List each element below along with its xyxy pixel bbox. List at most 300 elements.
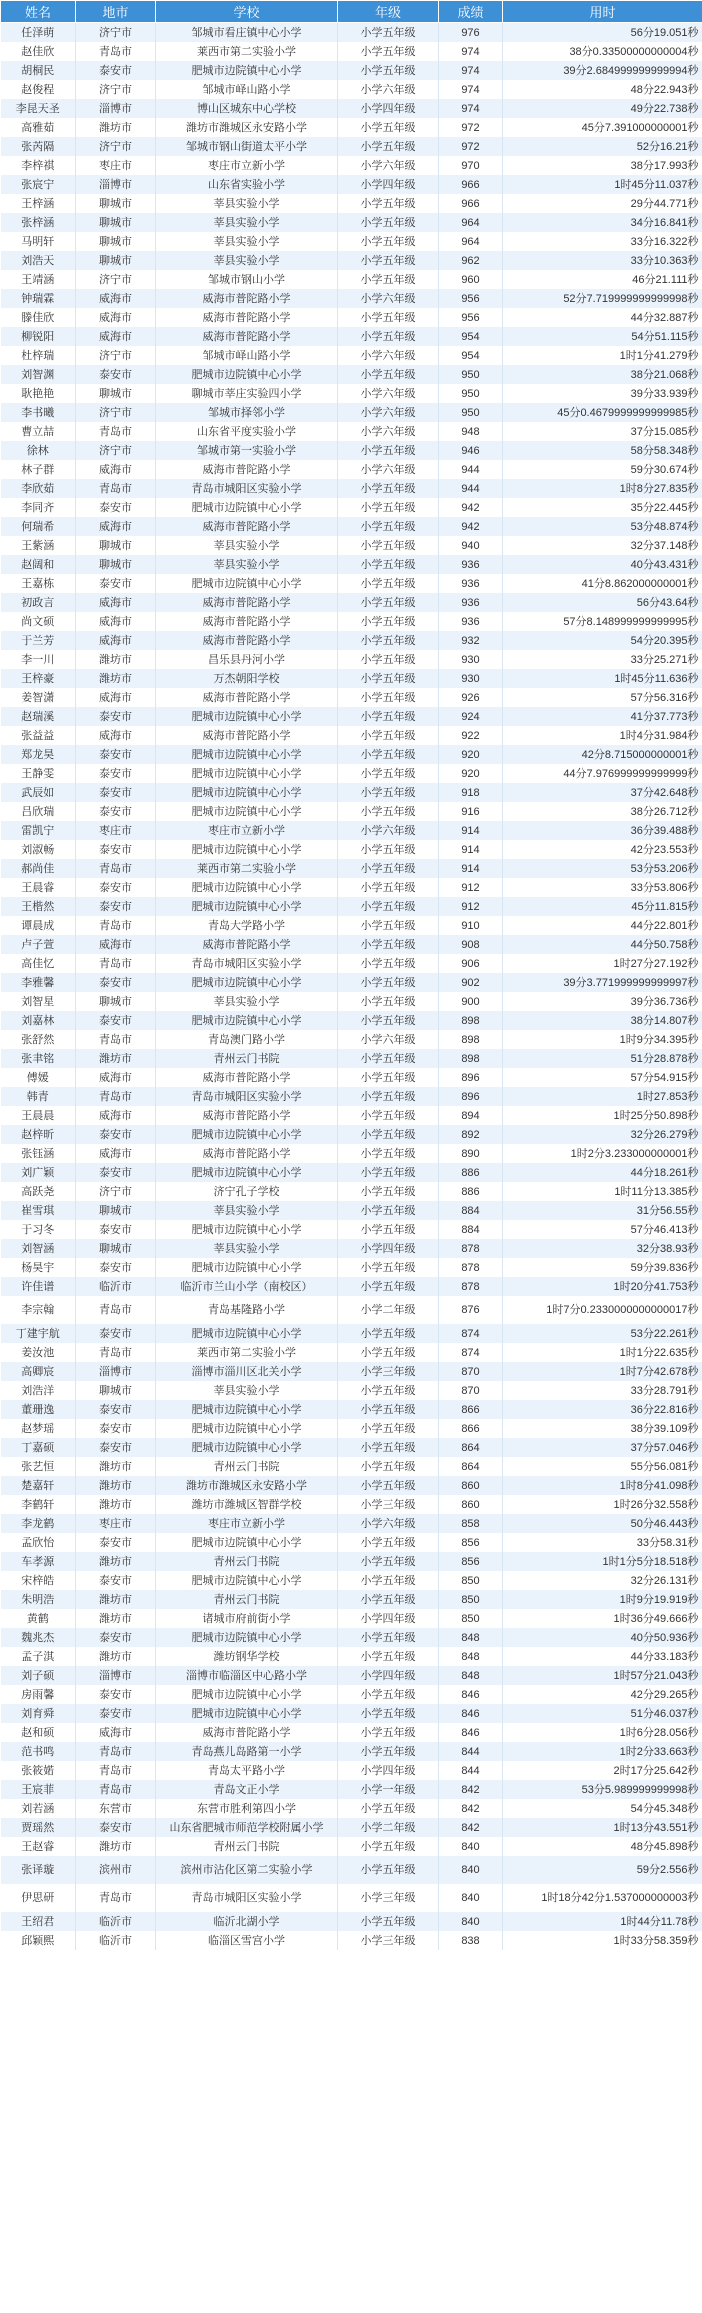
cell-name: 赵俊程	[1, 80, 76, 99]
cell-city: 泰安市	[76, 1419, 156, 1438]
cell-score: 962	[439, 251, 503, 270]
cell-school: 淄博市临淄区中心路小学	[156, 1666, 338, 1685]
cell-city: 泰安市	[76, 973, 156, 992]
cell-score: 976	[439, 23, 503, 43]
cell-grade: 小学四年级	[338, 1239, 439, 1258]
table-row	[1, 1533, 702, 1552]
cell-city: 潍坊市	[76, 1837, 156, 1856]
table-row	[1, 631, 702, 650]
cell-city: 泰安市	[76, 783, 156, 802]
cell-score: 920	[439, 764, 503, 783]
cell-grade: 小学五年级	[338, 973, 439, 992]
cell-city: 泰安市	[76, 574, 156, 593]
cell-city: 泰安市	[76, 1324, 156, 1343]
cell-score: 844	[439, 1761, 503, 1780]
table-row	[1, 707, 702, 726]
cell-name: 郝尚佳	[1, 859, 76, 878]
cell-score: 926	[439, 688, 503, 707]
cell-grade: 小学五年级	[338, 1324, 439, 1343]
cell-score: 944	[439, 479, 503, 498]
cell-name: 何瑞希	[1, 517, 76, 536]
cell-name: 黄鹤	[1, 1609, 76, 1628]
cell-grade: 小学五年级	[338, 23, 439, 43]
cell-school: 莘县实验小学	[156, 1201, 338, 1220]
cell-city: 泰安市	[76, 1125, 156, 1144]
cell-grade: 小学五年级	[338, 1799, 439, 1818]
cell-school: 青岛基隆路小学	[156, 1296, 338, 1324]
table-row	[1, 1780, 702, 1799]
cell-school: 肥城市边院镇中心小学	[156, 783, 338, 802]
cell-score: 860	[439, 1495, 503, 1514]
table-row	[1, 878, 702, 897]
table-row	[1, 1884, 702, 1912]
header-school: 学校	[156, 1, 338, 23]
cell-name: 王嘉栋	[1, 574, 76, 593]
cell-grade: 小学五年级	[338, 1125, 439, 1144]
cell-grade: 小学二年级	[338, 1296, 439, 1324]
cell-score: 974	[439, 61, 503, 80]
table-row	[1, 194, 702, 213]
cell-school: 青岛澳门路小学	[156, 1030, 338, 1049]
cell-score: 936	[439, 555, 503, 574]
cell-score: 916	[439, 802, 503, 821]
table-row	[1, 1087, 702, 1106]
cell-name: 刘智星	[1, 992, 76, 1011]
cell-school: 肥城市边院镇中心小学	[156, 498, 338, 517]
cell-name: 王靖涵	[1, 270, 76, 289]
cell-grade: 小学五年级	[338, 517, 439, 536]
cell-name: 尚文硕	[1, 612, 76, 631]
table-row	[1, 935, 702, 954]
header-row	[1, 1, 702, 23]
cell-name: 任泽萌	[1, 23, 76, 43]
cell-city: 威海市	[76, 289, 156, 308]
cell-time: 59分39.836秒	[503, 1258, 702, 1277]
cell-grade: 小学五年级	[338, 840, 439, 859]
cell-city: 青岛市	[76, 954, 156, 973]
cell-school: 肥城市边院镇中心小学	[156, 1419, 338, 1438]
cell-grade: 小学五年级	[338, 897, 439, 916]
cell-name: 丁嘉硕	[1, 1438, 76, 1457]
cell-score: 850	[439, 1609, 503, 1628]
table-row	[1, 1182, 702, 1201]
cell-school: 威海市普陀路小学	[156, 631, 338, 650]
cell-school: 邹城市峄山路小学	[156, 80, 338, 99]
cell-name: 李书曦	[1, 403, 76, 422]
cell-school: 邹城市峄山路小学	[156, 346, 338, 365]
cell-grade: 小学四年级	[338, 1666, 439, 1685]
cell-school: 邹城市择邻小学	[156, 403, 338, 422]
cell-city: 潍坊市	[76, 118, 156, 137]
cell-school: 肥城市边院镇中心小学	[156, 840, 338, 859]
cell-name: 李鹤轩	[1, 1495, 76, 1514]
cell-name: 杜梓瑞	[1, 346, 76, 365]
cell-time: 35分22.445秒	[503, 498, 702, 517]
cell-school: 莱西市第二实验小学	[156, 42, 338, 61]
cell-grade: 小学五年级	[338, 1628, 439, 1647]
cell-school: 肥城市边院镇中心小学	[156, 1571, 338, 1590]
cell-school: 莘县实验小学	[156, 992, 338, 1011]
cell-score: 964	[439, 232, 503, 251]
cell-name: 卢子萱	[1, 935, 76, 954]
cell-time: 1时9分19.919秒	[503, 1590, 702, 1609]
cell-school: 莘县实验小学	[156, 232, 338, 251]
cell-score: 914	[439, 859, 503, 878]
cell-grade: 小学五年级	[338, 1723, 439, 1742]
cell-name: 张筱婼	[1, 1761, 76, 1780]
cell-city: 青岛市	[76, 1780, 156, 1799]
cell-name: 张宸宁	[1, 175, 76, 194]
table-row	[1, 536, 702, 555]
cell-grade: 小学六年级	[338, 384, 439, 403]
cell-school: 肥城市边院镇中心小学	[156, 1220, 338, 1239]
table-row	[1, 460, 702, 479]
table-header	[1, 1, 702, 23]
cell-city: 泰安市	[76, 764, 156, 783]
cell-school: 潍坊市潍城区永安路小学	[156, 118, 338, 137]
cell-name: 李同齐	[1, 498, 76, 517]
cell-school: 威海市普陀路小学	[156, 593, 338, 612]
cell-score: 898	[439, 1030, 503, 1049]
cell-time: 50分46.443秒	[503, 1514, 702, 1533]
cell-grade: 小学四年级	[338, 99, 439, 118]
cell-grade: 小学五年级	[338, 783, 439, 802]
cell-city: 聊城市	[76, 251, 156, 270]
cell-score: 856	[439, 1533, 503, 1552]
cell-city: 青岛市	[76, 479, 156, 498]
table-row	[1, 726, 702, 745]
table-row	[1, 1723, 702, 1742]
cell-grade: 小学六年级	[338, 289, 439, 308]
cell-city: 淄博市	[76, 175, 156, 194]
table-row	[1, 897, 702, 916]
cell-time: 33分58.31秒	[503, 1533, 702, 1552]
cell-city: 泰安市	[76, 897, 156, 916]
cell-grade: 小学五年级	[338, 308, 439, 327]
cell-grade: 小学六年级	[338, 422, 439, 441]
table-row	[1, 61, 702, 80]
table-row	[1, 992, 702, 1011]
table-row	[1, 479, 702, 498]
cell-score: 840	[439, 1912, 503, 1931]
cell-city: 济宁市	[76, 441, 156, 460]
cell-time: 1时45分11.636秒	[503, 669, 702, 688]
cell-city: 潍坊市	[76, 1552, 156, 1571]
cell-grade: 小学五年级	[338, 1912, 439, 1931]
cell-school: 肥城市边院镇中心小学	[156, 802, 338, 821]
cell-score: 946	[439, 441, 503, 460]
cell-city: 聊城市	[76, 213, 156, 232]
cell-name: 张芮隔	[1, 137, 76, 156]
cell-school: 青岛市城阳区实验小学	[156, 954, 338, 973]
table-row	[1, 1647, 702, 1666]
table-row	[1, 1068, 702, 1087]
table-row	[1, 346, 702, 365]
cell-grade: 小学五年级	[338, 137, 439, 156]
cell-grade: 小学六年级	[338, 403, 439, 422]
cell-grade: 小学五年级	[338, 479, 439, 498]
cell-school: 威海市普陀路小学	[156, 1106, 338, 1125]
cell-time: 1时11分13.385秒	[503, 1182, 702, 1201]
cell-score: 878	[439, 1239, 503, 1258]
table-row	[1, 422, 702, 441]
cell-time: 44分50.758秒	[503, 935, 702, 954]
cell-grade: 小学五年级	[338, 878, 439, 897]
cell-score: 956	[439, 308, 503, 327]
cell-grade: 小学五年级	[338, 593, 439, 612]
table-row	[1, 1457, 702, 1476]
cell-city: 泰安市	[76, 1438, 156, 1457]
cell-score: 886	[439, 1182, 503, 1201]
cell-school: 肥城市边院镇中心小学	[156, 1438, 338, 1457]
cell-score: 914	[439, 840, 503, 859]
cell-school: 青岛燕儿岛路第一小学	[156, 1742, 338, 1761]
cell-city: 聊城市	[76, 384, 156, 403]
table-row	[1, 1144, 702, 1163]
cell-score: 950	[439, 365, 503, 384]
cell-time: 45分11.815秒	[503, 897, 702, 916]
cell-grade: 小学六年级	[338, 346, 439, 365]
cell-name: 王静雯	[1, 764, 76, 783]
table-row	[1, 669, 702, 688]
cell-time: 32分26.279秒	[503, 1125, 702, 1144]
table-row	[1, 1552, 702, 1571]
cell-city: 青岛市	[76, 1884, 156, 1912]
cell-time: 36分22.816秒	[503, 1400, 702, 1419]
cell-grade: 小学五年级	[338, 251, 439, 270]
cell-score: 910	[439, 916, 503, 935]
cell-school: 博山区城东中心学校	[156, 99, 338, 118]
cell-time: 56分19.051秒	[503, 23, 702, 43]
cell-grade: 小学五年级	[338, 213, 439, 232]
cell-time: 31分56.55秒	[503, 1201, 702, 1220]
cell-name: 高佳忆	[1, 954, 76, 973]
cell-score: 840	[439, 1884, 503, 1912]
cell-school: 肥城市边院镇中心小学	[156, 365, 338, 384]
cell-city: 泰安市	[76, 1163, 156, 1182]
header-score: 成绩	[439, 1, 503, 23]
cell-grade: 小学五年级	[338, 1011, 439, 1030]
table-row	[1, 1742, 702, 1761]
cell-score: 850	[439, 1571, 503, 1590]
cell-score: 894	[439, 1106, 503, 1125]
cell-score: 848	[439, 1666, 503, 1685]
cell-school: 青岛大学路小学	[156, 916, 338, 935]
table-row	[1, 1049, 702, 1068]
cell-name: 王赵睿	[1, 1837, 76, 1856]
table-row	[1, 1704, 702, 1723]
cell-city: 聊城市	[76, 1239, 156, 1258]
cell-time: 57分54.915秒	[503, 1068, 702, 1087]
table-row	[1, 270, 702, 289]
cell-name: 许佳谱	[1, 1277, 76, 1296]
cell-grade: 小学六年级	[338, 80, 439, 99]
cell-city: 枣庄市	[76, 1514, 156, 1533]
cell-score: 922	[439, 726, 503, 745]
cell-time: 54分20.395秒	[503, 631, 702, 650]
table-row	[1, 1277, 702, 1296]
cell-school: 临沂市兰山小学（南校区）	[156, 1277, 338, 1296]
table-row	[1, 441, 702, 460]
table-row	[1, 1609, 702, 1628]
cell-score: 874	[439, 1324, 503, 1343]
cell-time: 44分33.183秒	[503, 1647, 702, 1666]
cell-city: 泰安市	[76, 1628, 156, 1647]
cell-school: 威海市普陀路小学	[156, 935, 338, 954]
cell-time: 41分37.773秒	[503, 707, 702, 726]
cell-grade: 小学五年级	[338, 650, 439, 669]
cell-name: 姜智潇	[1, 688, 76, 707]
table-row	[1, 42, 702, 61]
cell-name: 王宸菲	[1, 1780, 76, 1799]
cell-school: 青州云门书院	[156, 1457, 338, 1476]
cell-school: 肥城市边院镇中心小学	[156, 1324, 338, 1343]
cell-score: 858	[439, 1514, 503, 1533]
cell-city: 潍坊市	[76, 1457, 156, 1476]
cell-grade: 小学五年级	[338, 1571, 439, 1590]
cell-name: 赵梓昕	[1, 1125, 76, 1144]
cell-time: 37分42.648秒	[503, 783, 702, 802]
cell-time: 1时6分28.056秒	[503, 1723, 702, 1742]
cell-score: 898	[439, 1011, 503, 1030]
cell-city: 青岛市	[76, 1087, 156, 1106]
cell-school: 威海市普陀路小学	[156, 460, 338, 479]
table-row	[1, 859, 702, 878]
cell-grade: 小学五年级	[338, 707, 439, 726]
cell-grade: 小学五年级	[338, 1201, 439, 1220]
cell-name: 赵瑞溪	[1, 707, 76, 726]
cell-school: 青岛市城阳区实验小学	[156, 1087, 338, 1106]
cell-school: 济宁孔子学校	[156, 1182, 338, 1201]
table-row	[1, 1837, 702, 1856]
cell-score: 920	[439, 745, 503, 764]
cell-grade: 小学五年级	[338, 1163, 439, 1182]
table-row	[1, 973, 702, 992]
cell-score: 870	[439, 1381, 503, 1400]
cell-time: 33分28.791秒	[503, 1381, 702, 1400]
cell-score: 954	[439, 327, 503, 346]
cell-name: 柳锐阳	[1, 327, 76, 346]
cell-score: 918	[439, 783, 503, 802]
cell-score: 924	[439, 707, 503, 726]
cell-city: 聊城市	[76, 1381, 156, 1400]
cell-name: 伊思研	[1, 1884, 76, 1912]
cell-name: 赵梦瑶	[1, 1419, 76, 1438]
cell-city: 泰安市	[76, 1704, 156, 1723]
cell-school: 昌乐县丹河小学	[156, 650, 338, 669]
cell-name: 刘育舜	[1, 1704, 76, 1723]
cell-time: 51分46.037秒	[503, 1704, 702, 1723]
cell-city: 泰安市	[76, 1818, 156, 1837]
header-grade: 年级	[338, 1, 439, 23]
table-row	[1, 555, 702, 574]
cell-city: 潍坊市	[76, 1495, 156, 1514]
cell-city: 威海市	[76, 308, 156, 327]
cell-time: 53分5.989999999998秒	[503, 1780, 702, 1799]
cell-name: 李雅馨	[1, 973, 76, 992]
cell-name: 丁建宇航	[1, 1324, 76, 1343]
cell-grade: 小学五年级	[338, 42, 439, 61]
cell-grade: 小学五年级	[338, 441, 439, 460]
cell-grade: 小学三年级	[338, 1362, 439, 1381]
cell-score: 944	[439, 460, 503, 479]
cell-grade: 小学五年级	[338, 555, 439, 574]
cell-time: 33分53.806秒	[503, 878, 702, 897]
cell-school: 东营市胜利第四小学	[156, 1799, 338, 1818]
cell-school: 潍坊市潍城区智群学校	[156, 1495, 338, 1514]
cell-name: 刘智涵	[1, 1239, 76, 1258]
cell-grade: 小学六年级	[338, 156, 439, 175]
cell-city: 滨州市	[76, 1856, 156, 1884]
cell-name: 魏兆杰	[1, 1628, 76, 1647]
cell-grade: 小学五年级	[338, 612, 439, 631]
cell-time: 1时9分34.395秒	[503, 1030, 702, 1049]
cell-score: 846	[439, 1723, 503, 1742]
cell-name: 王梓涵	[1, 194, 76, 213]
cell-grade: 小学五年级	[338, 726, 439, 745]
table-row	[1, 308, 702, 327]
cell-time: 1时8分41.098秒	[503, 1476, 702, 1495]
cell-grade: 小学五年级	[338, 859, 439, 878]
cell-name: 徐林	[1, 441, 76, 460]
cell-score: 948	[439, 422, 503, 441]
cell-name: 赵和硕	[1, 1723, 76, 1742]
cell-score: 942	[439, 517, 503, 536]
cell-time: 52分7.719999999999998秒	[503, 289, 702, 308]
cell-time: 36分39.488秒	[503, 821, 702, 840]
cell-score: 912	[439, 897, 503, 916]
cell-name: 车孝源	[1, 1552, 76, 1571]
cell-school: 肥城市边院镇中心小学	[156, 1125, 338, 1144]
cell-school: 肥城市边院镇中心小学	[156, 897, 338, 916]
cell-school: 青岛文正小学	[156, 1780, 338, 1799]
cell-time: 1时1分41.279秒	[503, 346, 702, 365]
cell-city: 潍坊市	[76, 1647, 156, 1666]
cell-time: 45分0.4679999999999985秒	[503, 403, 702, 422]
cell-name: 贾瑶然	[1, 1818, 76, 1837]
cell-city: 泰安市	[76, 365, 156, 384]
cell-score: 876	[439, 1296, 503, 1324]
table-row	[1, 1381, 702, 1400]
table-row	[1, 1476, 702, 1495]
cell-score: 936	[439, 593, 503, 612]
cell-school: 莘县实验小学	[156, 1239, 338, 1258]
cell-score: 966	[439, 175, 503, 194]
table-row	[1, 1239, 702, 1258]
table-row	[1, 1258, 702, 1277]
cell-time: 58分58.348秒	[503, 441, 702, 460]
cell-city: 泰安市	[76, 1685, 156, 1704]
cell-school: 青州云门书院	[156, 1049, 338, 1068]
cell-grade: 小学五年级	[338, 270, 439, 289]
cell-grade: 小学三年级	[338, 1884, 439, 1912]
cell-name: 邱颖熙	[1, 1931, 76, 1950]
cell-grade: 小学五年级	[338, 365, 439, 384]
cell-name: 李欣茹	[1, 479, 76, 498]
cell-city: 泰安市	[76, 1400, 156, 1419]
cell-grade: 小学五年级	[338, 1552, 439, 1571]
cell-grade: 小学一年级	[338, 1780, 439, 1799]
cell-city: 潍坊市	[76, 1049, 156, 1068]
cell-city: 泰安市	[76, 61, 156, 80]
cell-city: 聊城市	[76, 992, 156, 1011]
cell-school: 潍坊市潍城区永安路小学	[156, 1476, 338, 1495]
cell-city: 潍坊市	[76, 669, 156, 688]
cell-score: 840	[439, 1837, 503, 1856]
table-row	[1, 99, 702, 118]
cell-name: 李昆天圣	[1, 99, 76, 118]
cell-score: 942	[439, 498, 503, 517]
